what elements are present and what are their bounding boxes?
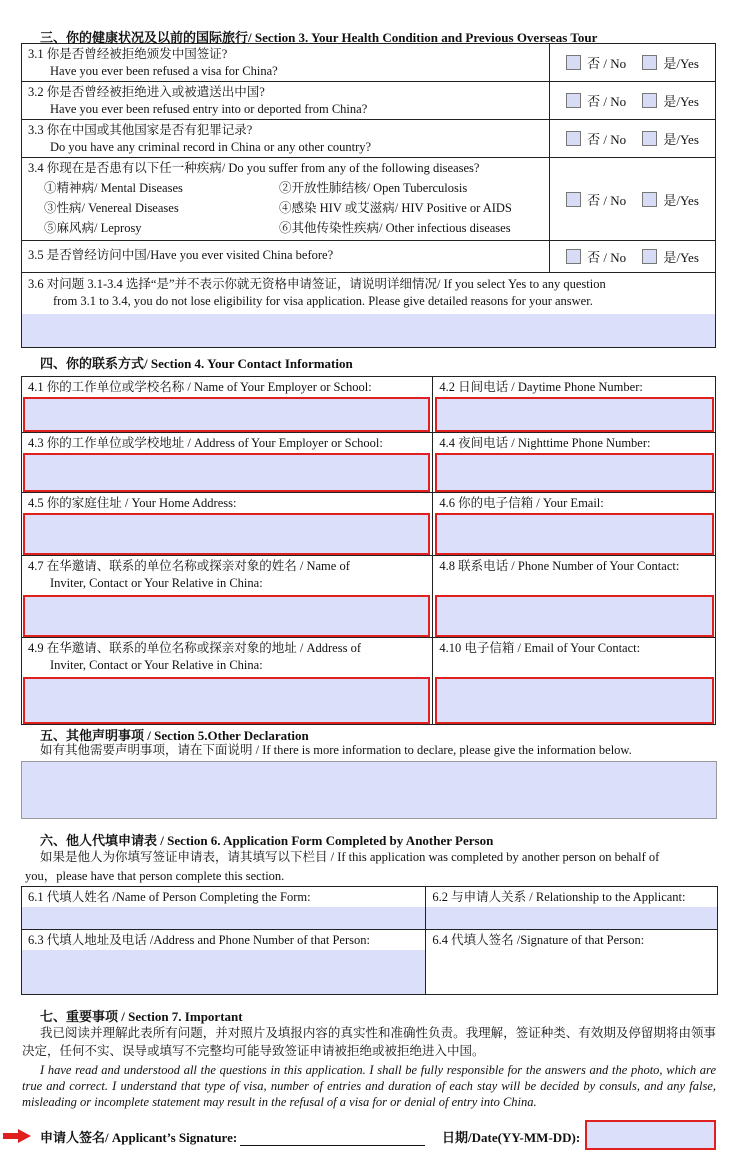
contact-phone-field[interactable] — [435, 595, 714, 637]
q34-no-checkbox[interactable] — [566, 192, 581, 207]
no-label: 否 / No — [587, 192, 627, 208]
section6-title: 六、他人代填申请表 / Section 6. Application Form Completed by Another Person — [40, 833, 494, 848]
section3-table — [21, 43, 716, 348]
section6-note-line1: 如果是他人为你填写签证申请表，请其填写以下栏目 / If this application was completed by another person on behalf of — [40, 850, 660, 864]
q61-label: 6.1 代填人姓名 /Name of Person Completing the Form: — [28, 890, 311, 904]
q41-label: 4.1 你的工作单位或学校名称 / Name of Your Employer or School: — [28, 380, 372, 394]
q33-en: Do you have any criminal record in China or any other country? — [50, 140, 372, 154]
q32-yes-checkbox[interactable] — [642, 93, 657, 108]
home-address-field[interactable] — [23, 513, 430, 555]
contact-email-field[interactable] — [435, 677, 714, 724]
section6-note-line2: you，please have that person complete this section. — [25, 869, 285, 883]
yes-label: 是/Yes — [663, 192, 699, 208]
employer-name-field[interactable] — [23, 397, 430, 432]
red-arrow-icon — [2, 1128, 32, 1144]
nighttime-phone-field[interactable] — [435, 453, 714, 492]
disease-other: ⑥其他传染性疾病/ Other infectious diseases — [279, 221, 511, 235]
q64-label: 6.4 代填人签名 /Signature of that Person: — [432, 933, 645, 947]
q34-yes-checkbox[interactable] — [642, 192, 657, 207]
q36-details-field[interactable] — [22, 314, 715, 347]
date-field[interactable] — [585, 1120, 716, 1150]
disease-mental: ①精神病/ Mental Diseases — [44, 181, 183, 195]
yes-label: 是/Yes — [663, 94, 699, 109]
q32-en: Have you ever been refused entry into or deported from China? — [50, 102, 368, 116]
q35-text: 3.5 是否曾经访问中国/Have you ever visited China before? — [28, 248, 334, 262]
q42-label: 4.2 日间电话 / Daytime Phone Number: — [439, 380, 643, 394]
daytime-phone-field[interactable] — [435, 397, 714, 432]
relationship-field[interactable] — [426, 907, 717, 929]
inviter-name-field[interactable] — [23, 595, 430, 637]
completer-name-field[interactable] — [22, 907, 425, 929]
q32-no-checkbox[interactable] — [566, 93, 581, 108]
section5-title: 五、其他声明事项 / Section 5.Other Declaration — [40, 728, 309, 743]
q31-yes-checkbox[interactable] — [642, 55, 657, 70]
employer-address-field[interactable] — [23, 453, 430, 492]
q46-label: 4.6 你的电子信箱 / Your Email: — [439, 496, 604, 510]
section6-table — [21, 886, 718, 995]
section4-table — [21, 376, 716, 725]
q43-label: 4.3 你的工作单位或学校地址 / Address of Your Employer or School: — [28, 436, 383, 450]
disease-tuberculosis: ②开放性肺结核/ Open Tuberculosis — [279, 181, 468, 195]
email-field[interactable] — [435, 513, 714, 555]
q410-label: 4.10 电子信箱 / Email of Your Contact: — [439, 641, 641, 655]
q31-no-checkbox[interactable] — [566, 55, 581, 70]
q49-line1: 4.9 在华邀请、联系的单位名称或探亲对象的地址 / Address of — [28, 641, 361, 655]
disease-hiv: ④感染 HIV 或艾滋病/ HIV Positive or AIDS — [279, 201, 512, 215]
q33-yes-checkbox[interactable] — [642, 131, 657, 146]
section7-title: 七、重要事项 / Section 7. Important — [40, 1009, 243, 1024]
q62-label: 6.2 与申请人关系 / Relationship to the Applicant: — [432, 890, 686, 904]
yes-label: 是/Yes — [663, 132, 699, 147]
date-label: 日期/Date(YY-MM-DD): — [442, 1130, 581, 1145]
q33-no-checkbox[interactable] — [566, 131, 581, 146]
q34-text: 3.4 你现在是否患有以下任一种疾病/ Do you suffer from any of the following diseases? — [28, 161, 480, 175]
q47-line1: 4.7 在华邀请、联系的单位名称或探亲对象的姓名 / Name of — [28, 559, 350, 573]
q35-yes-checkbox[interactable] — [642, 249, 657, 264]
q47-line2: Inviter, Contact or Your Relative in China: — [50, 576, 263, 590]
no-label: 否 / No — [587, 56, 627, 71]
completer-address-phone-field[interactable] — [22, 950, 425, 994]
yes-label: 是/Yes — [663, 56, 699, 71]
q63-label: 6.3 代填人地址及电话 /Address and Phone Number of that Person: — [28, 933, 370, 947]
yes-label: 是/Yes — [663, 250, 699, 265]
section4-title: 四、你的联系方式/ Section 4. Your Contact Information — [40, 356, 353, 371]
declaration-en: I have read and understood all the questions in this application. I shall be fully responsible for the answers and the photo, which are true and correct. I understand that type of visa, number of entries and duration of each stay will be decided by consuls, and any false, misleading or incomplete statement may result in the refusal of a visa for or denial of entry into China. — [22, 1063, 716, 1109]
q49-line2: Inviter, Contact or Your Relative in China: — [50, 658, 263, 672]
q32-cn: 3.2 你是否曾经被拒绝进入或被遣送出中国? — [28, 85, 265, 99]
q33-cn: 3.3 你在中国或其他国家是否有犯罪记录? — [28, 123, 253, 137]
applicant-signature-line[interactable] — [240, 1133, 425, 1146]
declaration-cn: 我已阅读并理解此表所有问题，并对照片及填报内容的真实性和准确性负责。我理解，签证种类、有效期及停留期将由领事决定，任何不实、误导或填写不完整均可能导致签证申请被拒绝或被拒绝进入中国。 — [22, 1026, 716, 1058]
q31-cn: 3.1 你是否曾经被拒绝颁发中国签证? — [28, 47, 228, 61]
section3-title: 三、你的健康状况及以前的国际旅行/ Section 3. Your Health Condition and Previous Overseas Tour — [40, 30, 598, 45]
no-label: 否 / No — [587, 94, 627, 109]
section5-note: 如有其他需要声明事项，请在下面说明 / If there is more information to declare, please give the information below. — [40, 743, 632, 757]
q36-line2: from 3.1 to 3.4, you do not lose eligibility for visa application. Please give detailed reasons for your answer. — [53, 294, 593, 308]
other-declaration-field[interactable] — [21, 761, 717, 819]
disease-venereal: ③性病/ Venereal Diseases — [44, 201, 179, 215]
applicant-signature-label: 申请人签名/ Applicant’s Signature: — [40, 1130, 238, 1145]
q36-line1: 3.6 对问题 3.1-3.4 选择“是”并不表示你就无资格申请签证，请说明详细情况/ If you select Yes to any question — [28, 277, 606, 291]
q48-label: 4.8 联系电话 / Phone Number of Your Contact: — [439, 559, 680, 573]
q31-en: Have you ever been refused a visa for China? — [50, 64, 278, 78]
no-label: 否 / No — [587, 132, 627, 147]
q44-label: 4.4 夜间电话 / Nighttime Phone Number: — [439, 436, 651, 450]
q35-no-checkbox[interactable] — [566, 249, 581, 264]
no-label: 否 / No — [587, 250, 627, 265]
inviter-address-field[interactable] — [23, 677, 430, 724]
completer-signature-area[interactable] — [426, 949, 717, 993]
q45-label: 4.5 你的家庭住址 / Your Home Address: — [28, 496, 237, 510]
disease-leprosy: ⑤麻风病/ Leprosy — [44, 221, 142, 235]
